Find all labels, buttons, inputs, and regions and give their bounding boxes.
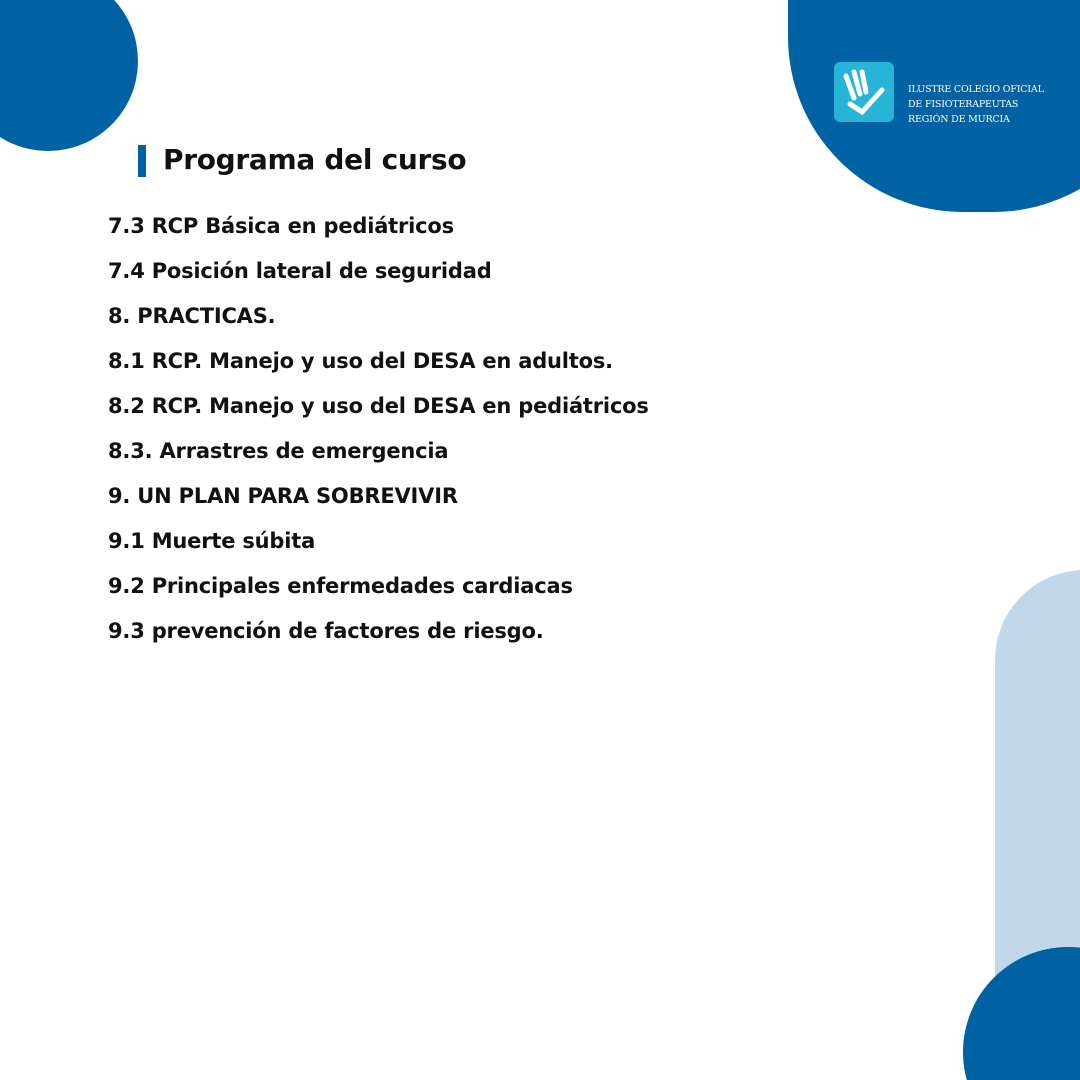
hand-logo-icon: [834, 62, 894, 122]
organization-name-line-1: ILUSTRE COLEGIO OFICIAL: [908, 84, 1044, 95]
program-list: [108, 204, 649, 654]
organization-name-line-3: REGIÓN DE MURCIA: [908, 114, 1010, 125]
program-item: 8.1 RCP. Manejo y uso del DESA en adultos.: [108, 349, 613, 373]
decorative-circle-top-left: [0, 0, 138, 151]
program-item: 7.3 RCP Básica en pediátricos: [108, 214, 454, 238]
program-item: 8. PRACTICAS.: [108, 304, 276, 328]
program-item: 8.2 RCP. Manejo y uso del DESA en pediátricos: [108, 394, 649, 418]
section-title: Programa del curso: [163, 143, 467, 176]
organization-name-line-2: DE FISIOTERAPEUTAS: [908, 99, 1019, 110]
decorative-circle-bottom-right: [963, 947, 1080, 1080]
program-item: 9. UN PLAN PARA SOBREVIVIR: [108, 484, 458, 508]
program-item: 7.4 Posición lateral de seguridad: [108, 259, 492, 283]
program-item: 8.3. Arrastres de emergencia: [108, 439, 449, 463]
program-item: 9.2 Principales enfermedades cardiacas: [108, 574, 573, 598]
organization-name: [908, 82, 1068, 127]
program-item: 9.1 Muerte súbita: [108, 529, 316, 553]
title-accent-bar: [138, 145, 146, 177]
program-item: 9.3 prevención de factores de riesgo.: [108, 619, 544, 643]
